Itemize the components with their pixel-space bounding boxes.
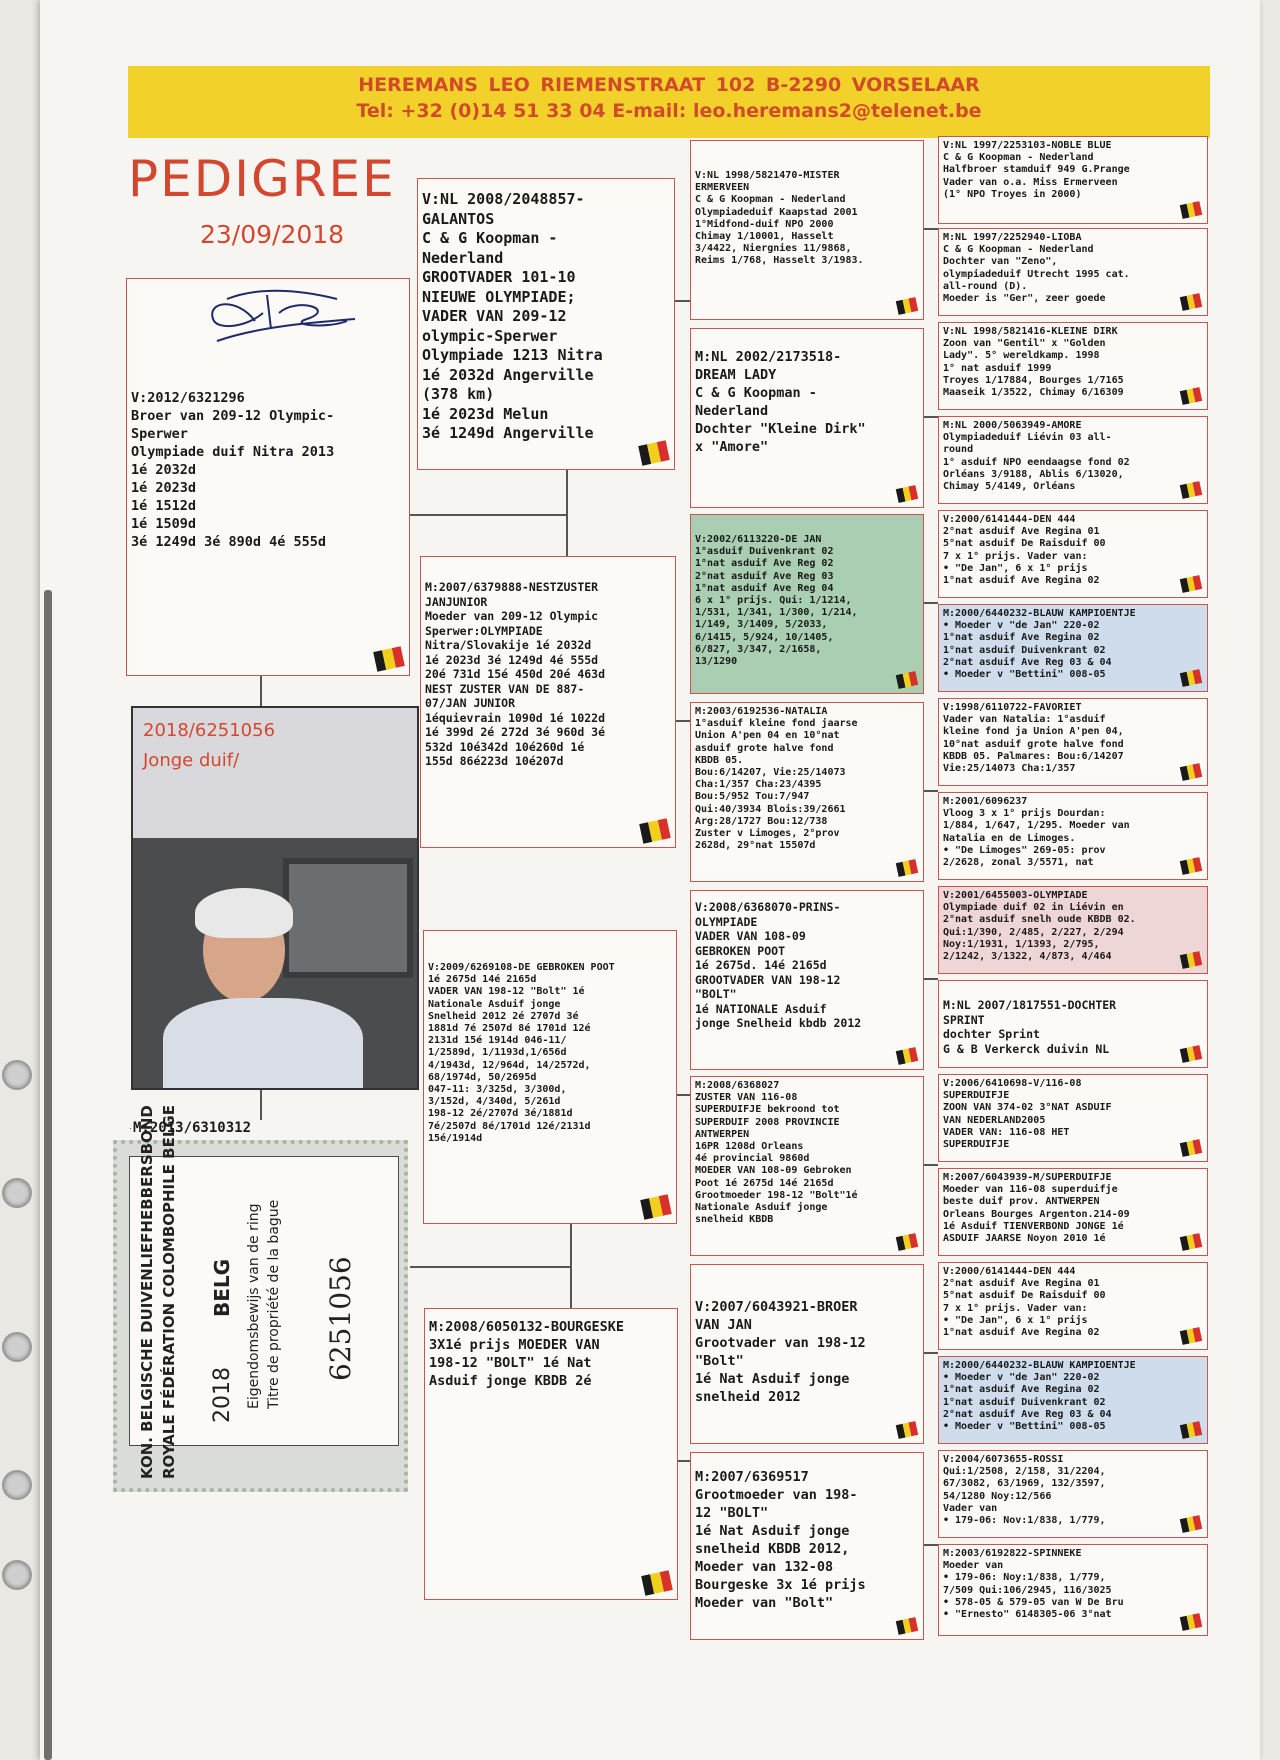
belgian-flag-icon (896, 485, 918, 503)
belgian-flag-icon (1180, 1515, 1202, 1533)
federation-nl: KON. BELGISCHE DUIVENLIEFHEBBERSBOND (138, 1105, 156, 1479)
photo-caption: Jonge duif/ (143, 750, 240, 771)
sire-dam-box: M:2007/6379888-NESTZUSTER JANJUNIOR Moeder van 209-12 Olympic Sperwer:OLYMPIADE Nitra/Slovakije 1é 2032d 1é 2023d 3é 1249d 4é 555d 20é 731d 15é 450d 20é 463d NEST ZUSTER VAN DE 887- 07/JAN JUNIOR 1équievrain 1090d 1é 1022d 1é 399d 2é 272d 3é 960d 3é 532d 10é342d 10é260d 1é 155d 86é223d 10é207d (420, 556, 676, 848)
gen3-box-8: M:2007/6369517 Grootmoeder van 198- 12 "BOLT" 1é Nat Asduif jonge snelheid KBDB 2012, Moeder van 132-08 Bourgeske 3x 1é prijs Moeder van "Bolt" (690, 1452, 924, 1640)
gen3-box-4: M:2003/6192536-NATALIA 1°asduif kleine fond jaarse Union A'pen 04 en 10°nat asduif grote halve fond KBDB 05. Bou:6/14207, Vie:25/14073 Cha:1/357 Cha:23/4395 Bou:5/952 Tou:7/947 Qui:40/3934 Blois:39/2661 Arg:28/1727 Bou:12/738 Zuster v Limoges, 2°prov 2628d, 29°nat 15507d (690, 702, 924, 882)
gen4-box-3: V:NL 1998/5821416-KLEINE DIRK Zoon van "Gentil" x "Golden Lady". 5° wereldkamp. 1998 1° nat asduif 1999 Troyes 1/17884, Bourges 1/7165 Maaseik 1/3522, Chimay 6/16309 (938, 322, 1208, 410)
gen4-box-7: V:1998/6110722-FAVORIET Vader van Natalia: 1°asduif kleine fond ja Union A'pen 04, 10°nat asduif grote halve fond KBDB 05. Palmares: Bou:6/14207 Vie:25/14073 Cha:1/357 (938, 698, 1208, 786)
dam-label: M:2013/6310312 (133, 1120, 252, 1136)
gen3-box-2: M:NL 2002/2173518- DREAM LADY C & G Koopman - Nederland Dochter "Kleine Dirk" x "Amore" (690, 328, 924, 508)
punch-hole (2, 1470, 32, 1500)
gen4-box-11: V:2006/6410698-V/116-08 SUPERDUIFJE ZOON VAN 374-02 3°NAT ASDUIF VAN NEDERLAND2005 VADER VAN: 116-08 HET SUPERDUIFJE (938, 1074, 1208, 1162)
belgian-flag-icon (1180, 1421, 1202, 1439)
punch-hole (2, 1178, 32, 1208)
dam-dam-box: M:2008/6050132-BOURGESKE 3X1é prijs MOEDER VAN 198-12 "BOLT" 1é Nat Asduif jonge KBDB 2é (424, 1308, 678, 1600)
sire-sire-box: V:NL 2008/2048857- GALANTOS C & G Koopman - Nederland GROOTVADER 101-10 NIEUWE OLYMPIADE; VADER VAN 209-12 olympic-Sperwer Olympiade 1213 Nitra 1é 2032d Angerville (378 km) 1é 2023d Melun 3é 1249d Angerville (417, 178, 675, 470)
page-title: PEDIGREE (128, 150, 396, 208)
belgian-flag-icon (1180, 575, 1202, 593)
belgian-flag-icon (1180, 763, 1202, 781)
belgian-flag-icon (1180, 1613, 1202, 1631)
binder-edge (44, 590, 52, 1760)
ring-country: BELG (210, 1258, 234, 1317)
punch-hole (2, 1060, 32, 1090)
belgian-flag-icon (1180, 951, 1202, 969)
gen4-box-1: V:NL 1997/2253103-NOBLE BLUE C & G Koopman - Nederland Halfbroer stamduif 949 G.Prange Vader van o.a. Miss Ermerveen (1° NPO Troyes in 2000) (938, 136, 1208, 224)
belgian-flag-icon (639, 818, 671, 843)
belgian-flag-icon (640, 1194, 672, 1219)
sire-text: V:2012/6321296 Broer van 209-12 Olympic- Sperwer Olympiade duif Nitra 2013 1é 2032d 1é 2023d 1é 1512d 1é 1509d 3é 1249d 3é 890d 4é 555d (131, 390, 335, 550)
belgian-flag-icon (1180, 857, 1202, 875)
gen3-box-3: V:2002/6113220-DE JAN 1°asduif Duivenkrant 02 1°nat asduif Ave Reg 02 2°nat asduif Ave Reg 03 1°nat asduif Ave Reg 04 6 x 1° prijs. Qui: 1/1214, 1/531, 1/341, 1/300, 1/214, 1/149, 3/1409, 5/2033, 6/1415, 5/924, 10/1405, 6/827, 3/347, 2/1658, 13/1290 (690, 514, 924, 694)
signature-icon (187, 279, 357, 359)
belgian-flag-icon (638, 440, 670, 465)
gen4-box-10: M:NL 2007/1817551-DOCHTER SPRINT dochter Sprint G & B Verkerck duivin NL (938, 980, 1208, 1068)
gen4-box-9: V:2001/6455003-OLYMPIADE Olympiade duif 02 in Liévin en 2°nat asduif snelh oude KBDB 02. Qui:1/390, 2/485, 2/227, 2/294 Noy:1/1931, 1/1393, 2/795, 2/1242, 3/1322, 4/873, 4/464 (938, 886, 1208, 974)
belgian-flag-icon (1180, 1233, 1202, 1251)
gen4-box-6: M:2000/6440232-BLAUW KAMPIOENTJE • Moeder v "de Jan" 220-02 1°nat asduif Ave Regina 02 1°nat asduif Duivenkrant 02 2°nat asduif Ave Reg 03 & 04 • Moeder v "Bettini" 008-05 (938, 604, 1208, 692)
gen4-box-16: M:2003/6192822-SPINNEKE Moeder van • 179-06: Noy:1/838, 1/779, 7/509 Qui:106/2945, 116/3025 • 578-05 & 579-05 van W De Bru • "Ernesto" 6148305-06 3°nat (938, 1544, 1208, 1636)
belgian-flag-icon (1180, 387, 1202, 405)
owner-contact: Tel: +32 (0)14 51 33 04 E-mail: leo.heremans2@telenet.be (356, 100, 982, 122)
ring-year: 2018 (210, 1367, 235, 1423)
belgian-flag-icon (1180, 1045, 1202, 1063)
gen3-box-6: M:2008/6368027 ZUSTER VAN 116-08 SUPERDUIFJE bekroond tot SUPERDUIF 2008 PROVINCIE ANTWERPEN 16PR 1208d Orleans 4é provincial 9860d MOEDER VAN 108-09 Gebroken Poot 1é 2675d 14é 2165d Grootmoeder 198-12 "Bolt"1é Nationale Asduif jonge snelheid KBDB (690, 1076, 924, 1256)
punch-hole (2, 1332, 32, 1362)
gen3-box-7: V:2007/6043921-BROER VAN JAN Grootvader van 198-12 "Bolt" 1é Nat Asduif jonge snelheid 2012 (690, 1264, 924, 1444)
ring-title-nl: Eigendomsbewijs van de ring (246, 1203, 262, 1409)
dam-sire-box: V:2009/6269108-DE GEBROKEN POOT 1é 2675d 14é 2165d VADER VAN 198-12 "Bolt" 1é Nationale Asduif jonge Snelheid 2012 2é 2707d 3é 1881d 7é 2507d 8é 1701d 12é 2131d 15é 1914d 046-11/ 1/2589d, 1/1193d,1/656d 4/1943d, 12/964d, 14/2572d, 68/1974d, 50/2695d 047-11: 3/325d, 3/300d, 3/152d, 4/340d, 5/261d 198-12 2é/2707d 3é/1881d 7é/2507d 8é/1701d 12é/2131d 15é/1914d (423, 930, 677, 1224)
ring-title-fr: Titre de propriété de la bague (266, 1199, 282, 1409)
gen4-box-5: V:2000/6141444-DEN 444 2°nat asduif Ave Regina 01 5°nat asduif De Raisduif 00 7 x 1° prijs. Vader van: • "De Jan", 6 x 1° prijs 1°nat asduif Ave Regina 02 (938, 510, 1208, 598)
belgian-flag-icon (1180, 481, 1202, 499)
ring-number: 6251056 (324, 1256, 357, 1381)
punch-hole (2, 1560, 32, 1590)
belgian-flag-icon (896, 1233, 918, 1251)
gen4-box-12: M:2007/6043939-M/SUPERDUIFJE Moeder van 116-08 superduifje beste duif prov. ANTWERPEN Orleans Bourges Argenton.214-09 1é Asduif TIENVERBOND JONGE 1é ASDUIF JAARSE Noyon 2010 1é (938, 1168, 1208, 1256)
gen3-box-1: V:NL 1998/5821470-MISTER ERMERVEEN C & G Koopman - Nederland Olympiadeduif Kaapstad 2001 1°Midfond-duif NPO 2000 Chimay 1/10001, Hasselt 3/4422, Niergnies 11/9868, Reims 1/768, Hasselt 3/1983. (690, 140, 924, 320)
sire-box (126, 278, 410, 676)
belgian-flag-icon (373, 646, 405, 671)
belgian-flag-icon (896, 1421, 918, 1439)
pigeon-photo (131, 706, 419, 1090)
belgian-flag-icon (1180, 201, 1202, 219)
belgian-flag-icon (1180, 1139, 1202, 1157)
belgian-flag-icon (896, 671, 918, 689)
photo-ring-number: 2018/6251056 (143, 720, 276, 741)
gen4-box-2: M:NL 1997/2252940-LIOBA C & G Koopman - Nederland Dochter van "Zeno", olympiadeduif Utrecht 1995 cat. all-round (D). Moeder is "Ger", zeer goede (938, 228, 1208, 316)
owner-header (128, 66, 1210, 138)
belgian-flag-icon (1180, 669, 1202, 687)
owner-address: HEREMANS LEO RIEMENSTRAAT 102 B-2290 VORSELAAR (358, 74, 980, 96)
gen4-box-4: M:NL 2000/5063949-AMORE Olympiadeduif Liévin 03 all- round 1° asduif NPO eendaagse fond 02 Orléans 3/9188, Ablis 6/13020, Chimay 5/4149, Orléans (938, 416, 1208, 504)
belgian-flag-icon (896, 1617, 918, 1635)
belgian-flag-icon (896, 297, 918, 315)
gen4-box-14: M:2000/6440232-BLAUW KAMPIOENTJE • Moeder v "de Jan" 220-02 1°nat asduif Ave Regina 02 1°nat asduif Duivenkrant 02 2°nat asduif Ave Reg 03 & 04 • Moeder v "Bettini" 008-05 (938, 1356, 1208, 1444)
belgian-flag-icon (1180, 1327, 1202, 1345)
federation-fr: ROYALE FÉDÉRATION COLOMBOPHILE BELGE (160, 1105, 178, 1479)
gen4-box-13: V:2000/6141444-DEN 444 2°nat asduif Ave Regina 01 5°nat asduif De Raisduif 00 7 x 1° prijs. Vader van: • "De Jan", 6 x 1° prijs 1°nat asduif Ave Regina 02 (938, 1262, 1208, 1350)
belgian-flag-icon (896, 1047, 918, 1065)
belgian-flag-icon (1180, 293, 1202, 311)
gen3-box-5: V:2008/6368070-PRINS- OLYMPIADE VADER VAN 108-09 GEBROKEN POOT 1é 2675d. 14é 2165d GROOTVADER VAN 198-12 "BOLT" 1é NATIONALE Asduif jonge Snelheid kbdb 2012 (690, 890, 924, 1070)
belgian-flag-icon (641, 1570, 673, 1595)
gen4-box-15: V:2004/6073655-ROSSI Qui:1/2508, 2/158, 31/2204, 67/3082, 63/1969, 132/3597, 54/1280 Noy:12/566 Vader van • 179-06: Nov:1/838, 1/779, (938, 1450, 1208, 1538)
pedigree-date: 23/09/2018 (200, 220, 345, 249)
gen4-box-8: M:2001/6096237 Vloog 3 x 1° prijs Dourdan: 1/884, 1/647, 1/295. Moeder van Natalia en de Limoges. • "De Limoges" 269-05: prov 2/2628, zonal 3/5571, nat (938, 792, 1208, 880)
belgian-flag-icon (896, 859, 918, 877)
